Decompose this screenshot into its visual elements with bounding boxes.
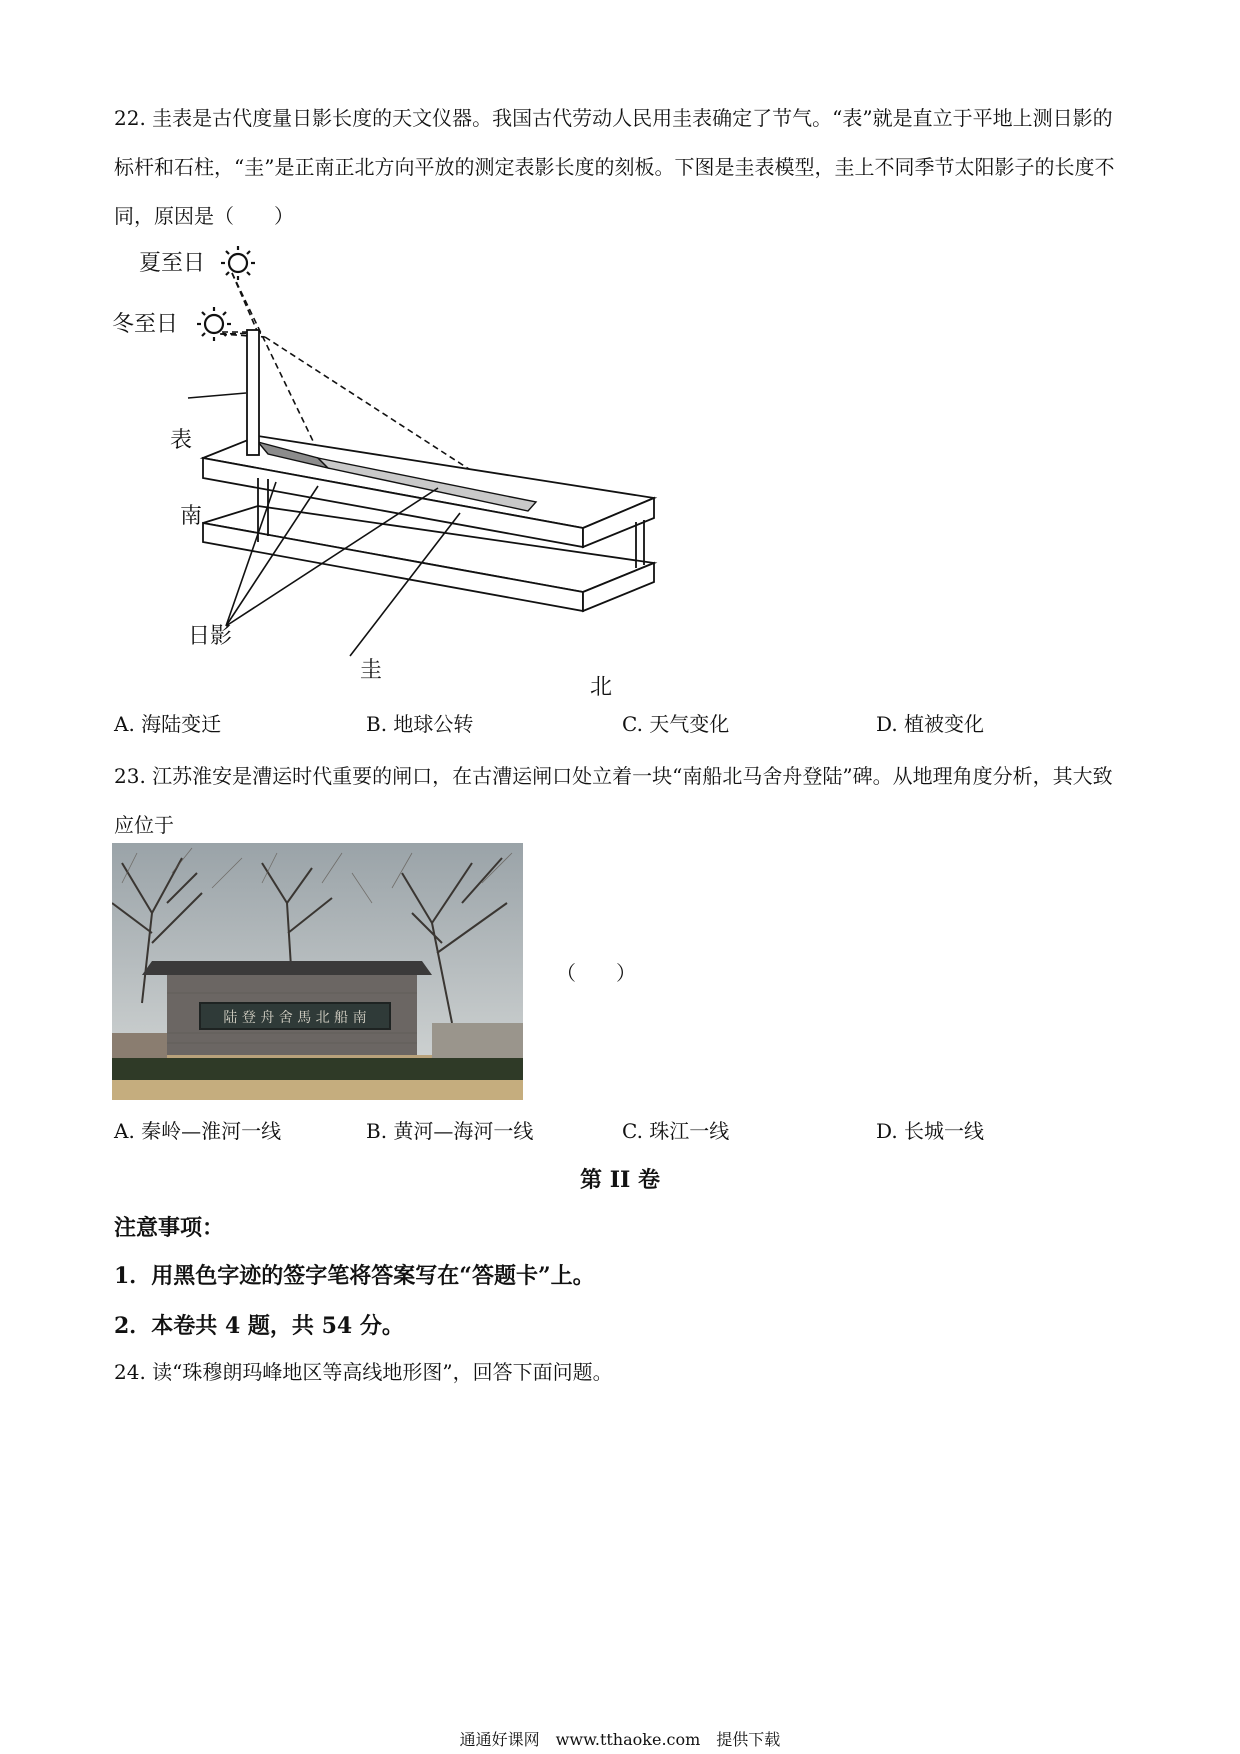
label-gui: 圭 <box>360 658 383 683</box>
gui-biao-diagram <box>108 236 668 700</box>
label-north: 北 <box>590 675 613 700</box>
question-23-text: 23. 江苏淮安是漕运时代重要的闸口，在古漕运闸口处立着一块“南船北马舍舟登陆”碑。从地理角度分析，其大致应位于 <box>114 764 1113 837</box>
label-south: 南 <box>180 504 203 529</box>
option-c[interactable]: C. 天气变化 <box>622 712 730 736</box>
label-shadow: 日影 <box>188 624 233 649</box>
sun-icon-summer <box>221 246 255 280</box>
sun-icon-winter <box>197 307 231 341</box>
notes-heading: 注意事项： <box>114 1215 225 1241</box>
question-22-options <box>114 708 1124 738</box>
gui-base <box>203 436 654 611</box>
label-biao: 表 <box>170 428 193 453</box>
label-winter-solstice: 冬至日 <box>112 312 179 337</box>
option-c[interactable]: C. 珠江一线 <box>622 1119 730 1143</box>
biao-pole <box>247 330 259 455</box>
option-a[interactable]: A. 海陆变迁 <box>114 712 222 736</box>
note-item-1: 1．用黑色字迹的签字笔将答案写在“答题卡”上。 <box>114 1263 595 1289</box>
answer-blank-23: （ ） <box>556 961 636 985</box>
option-d[interactable]: D. 植被变化 <box>876 712 985 736</box>
option-b[interactable]: B. 黄河—海河一线 <box>366 1119 534 1143</box>
note-item-2: 2．本卷共 4 题，共 54 分。 <box>114 1313 404 1339</box>
option-b[interactable]: B. 地球公转 <box>366 712 474 736</box>
label-summer-solstice: 夏至日 <box>139 251 206 276</box>
stele-photo <box>112 843 523 1100</box>
option-a[interactable]: A. 秦岭—淮河一线 <box>114 1119 282 1143</box>
option-d[interactable]: D. 长城一线 <box>876 1119 985 1143</box>
question-23-options <box>114 1115 1124 1145</box>
stele-inscription: 陆 登 舟 舍 馬 北 船 南 <box>223 1010 367 1026</box>
question-24-text: 24. 读“珠穆朗玛峰地区等高线地形图”，回答下面问题。 <box>114 1360 613 1384</box>
section-title: 第 II 卷 <box>580 1167 660 1193</box>
page-footer: 通通好课网 www.tthaoke.com 提供下载 <box>459 1730 781 1749</box>
question-22-text: 22. 圭表是古代度量日影长度的天文仪器。我国古代劳动人民用圭表确定了节气。“表”就是直立于平地上测日影的标杆和石柱，“圭”是正南正北方向平放的测定表影长度的刻板。下图是圭表模型，圭上不同季节太阳影子的长度不同，原因是（ ） <box>114 106 1115 228</box>
